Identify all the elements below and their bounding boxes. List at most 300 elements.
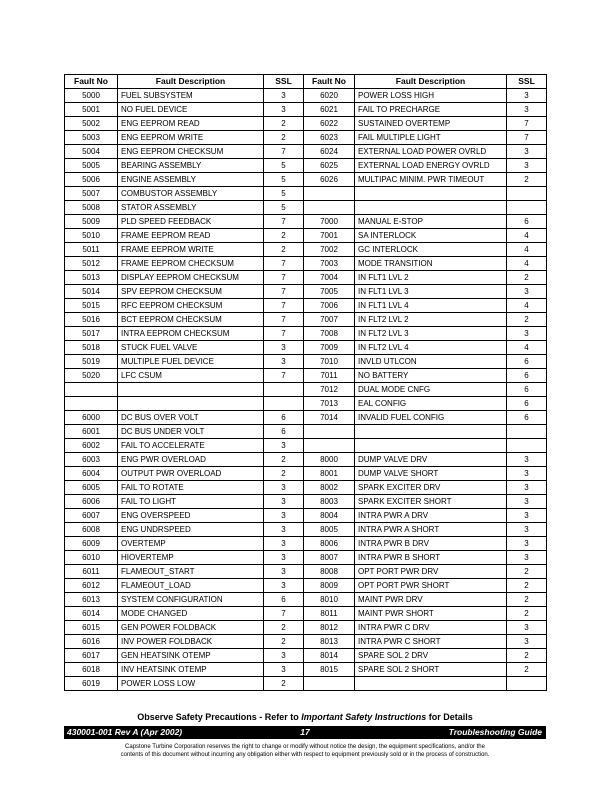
ssl-cell: 3 [507,285,547,299]
fault-description-cell: POWER LOSS HIGH [355,89,507,103]
ssl-cell: 4 [507,299,547,313]
fault-description-cell: SPARE SOL 2 SHORT [355,663,507,677]
fault-number-cell: 7009 [304,341,355,355]
ssl-cell [264,383,304,397]
fault-number-cell: 6002 [65,439,118,453]
fault-number-cell: 6018 [65,663,118,677]
ssl-cell: 3 [264,341,304,355]
fault-number-cell: 5014 [65,285,118,299]
fault-number-cell: 6013 [65,593,118,607]
fault-number-cell: 5011 [65,243,118,257]
fault-number-cell: 8001 [304,467,355,481]
fault-number-cell: 5000 [65,89,118,103]
page-number: 17 [300,727,310,737]
fault-description-cell: HIOVERTEMP [118,551,264,565]
table-row [65,313,547,327]
fault-number-cell: 7005 [304,285,355,299]
table-row [65,103,547,117]
table-row [65,117,547,131]
table-row [65,173,547,187]
fault-number-cell: 6011 [65,565,118,579]
safety-warning-prefix: Observe Safety Precautions - Refer to [137,712,302,722]
fault-description-cell: OPT PORT PWR DRV [355,565,507,579]
header-fault-description: Fault Description [118,75,264,89]
table-row [65,369,547,383]
fault-description-cell: INTRA PWR A SHORT [355,523,507,537]
fault-number-cell: 8013 [304,635,355,649]
fault-description-cell: DC BUS OVER VOLT [118,411,264,425]
fault-number-cell: 7000 [304,215,355,229]
ssl-cell: 5 [264,173,304,187]
table-row [65,481,547,495]
fault-number-cell: 5001 [65,103,118,117]
table-row [65,565,547,579]
ssl-cell: 6 [507,411,547,425]
ssl-cell [507,425,547,439]
fault-number-cell: 6017 [65,649,118,663]
header-fault-no: Fault No [65,75,118,89]
fault-number-cell: 6021 [304,103,355,117]
ssl-cell: 2 [507,173,547,187]
table-row [65,145,547,159]
fault-number-cell: 5008 [65,201,118,215]
fault-number-cell: 5018 [65,341,118,355]
table-row [65,593,547,607]
ssl-cell: 2 [264,453,304,467]
fault-number-cell: 5005 [65,159,118,173]
table-row [65,243,547,257]
table-row [65,425,547,439]
ssl-cell: 4 [507,257,547,271]
fault-number-cell: 6008 [65,523,118,537]
fault-description-cell: SPARE SOL 2 DRV [355,649,507,663]
fault-description-cell: POWER LOSS LOW [118,677,264,691]
ssl-cell: 7 [264,145,304,159]
fault-description-cell: DC BUS UNDER VOLT [118,425,264,439]
ssl-cell: 3 [264,565,304,579]
fault-number-cell: 7013 [304,397,355,411]
ssl-cell: 4 [507,229,547,243]
fault-number-cell [65,383,118,397]
fault-number-cell: 6014 [65,607,118,621]
fault-number-cell: 6022 [304,117,355,131]
fault-description-cell: MANUAL E-STOP [355,215,507,229]
fault-number-cell: 7004 [304,271,355,285]
fault-description-cell: FRAME EEPROM CHECKSUM [118,257,264,271]
fault-description-cell: DISPLAY EEPROM CHECKSUM [118,271,264,285]
table-row [65,229,547,243]
fault-number-cell: 5020 [65,369,118,383]
fault-number-cell: 5003 [65,131,118,145]
fault-number-cell: 6005 [65,481,118,495]
fault-description-cell: INV HEATSINK OTEMP [118,663,264,677]
fault-number-cell: 7006 [304,299,355,313]
document-number: 430001-001 Rev A (Apr 2002) [67,727,183,737]
ssl-cell: 3 [264,537,304,551]
table-row [65,89,547,103]
fault-description-cell: INVALID FUEL CONFIG [355,411,507,425]
ssl-cell: 3 [507,327,547,341]
table-row [65,215,547,229]
fault-description-cell: SYSTEM CONFIGURATION [118,593,264,607]
ssl-cell: 7 [507,131,547,145]
fault-description-cell: ENG UNDRSPEED [118,523,264,537]
fault-description-cell [118,383,264,397]
ssl-cell: 2 [264,131,304,145]
fault-description-cell [355,677,507,691]
ssl-cell: 6 [507,383,547,397]
fault-description-cell: GEN HEATSINK OTEMP [118,649,264,663]
table-row [65,607,547,621]
fault-number-cell: 7010 [304,355,355,369]
fault-description-cell: FLAMEOUT_START [118,565,264,579]
fault-description-cell: SPARK EXCITER DRV [355,481,507,495]
fault-number-cell [304,677,355,691]
fault-description-cell: INTRA PWR C DRV [355,621,507,635]
fault-number-cell: 7007 [304,313,355,327]
fault-number-cell: 7014 [304,411,355,425]
fault-description-cell: ENG OVERSPEED [118,509,264,523]
table-row [65,299,547,313]
fault-number-cell: 5015 [65,299,118,313]
table-row [65,201,547,215]
ssl-cell: 3 [264,509,304,523]
fault-description-cell: MODE CHANGED [118,607,264,621]
ssl-cell: 3 [264,481,304,495]
fault-description-cell: IN FLT1 LVL 3 [355,285,507,299]
fault-description-cell: ENG PWR OVERLOAD [118,453,264,467]
fault-number-cell [304,201,355,215]
ssl-cell: 3 [507,467,547,481]
fault-number-cell: 6012 [65,579,118,593]
fault-description-cell: FAIL TO PRECHARGE [355,103,507,117]
fault-number-cell: 5006 [65,173,118,187]
table-row [65,551,547,565]
fault-number-cell: 6025 [304,159,355,173]
ssl-cell: 7 [264,257,304,271]
fault-description-cell: DUAL MODE CNFG [355,383,507,397]
ssl-cell [264,397,304,411]
fault-description-cell: IN FLT2 LVL 4 [355,341,507,355]
ssl-cell: 2 [264,243,304,257]
fault-number-cell: 8011 [304,607,355,621]
fault-number-cell: 6026 [304,173,355,187]
table-row [65,439,547,453]
fault-description-cell: EXTERNAL LOAD POWER OVRLD [355,145,507,159]
fault-number-cell: 7008 [304,327,355,341]
table-row [65,453,547,467]
fault-description-cell: INV POWER FOLDBACK [118,635,264,649]
fault-number-cell: 8015 [304,663,355,677]
table-row [65,257,547,271]
ssl-cell: 3 [507,481,547,495]
fault-number-cell: 7011 [304,369,355,383]
ssl-cell: 2 [507,649,547,663]
ssl-cell: 7 [264,285,304,299]
fault-number-cell: 6007 [65,509,118,523]
ssl-cell: 3 [264,663,304,677]
table-row [65,397,547,411]
ssl-cell: 5 [264,201,304,215]
fault-number-cell: 5009 [65,215,118,229]
ssl-cell: 6 [507,397,547,411]
table-row [65,495,547,509]
fault-number-cell: 6001 [65,425,118,439]
ssl-cell: 6 [507,355,547,369]
fault-description-cell: STATOR ASSEMBLY [118,201,264,215]
fault-number-cell: 8007 [304,551,355,565]
fault-number-cell: 6004 [65,467,118,481]
fault-description-cell: IN FLT2 LVL 2 [355,313,507,327]
fault-description-cell: NO FUEL DEVICE [118,103,264,117]
fault-number-cell: 5010 [65,229,118,243]
fault-description-cell: STUCK FUEL VALVE [118,341,264,355]
ssl-cell: 2 [507,579,547,593]
ssl-cell [507,187,547,201]
table-row [65,509,547,523]
fault-number-cell: 6020 [304,89,355,103]
fault-description-cell: DUMP VALVE SHORT [355,467,507,481]
fault-number-cell: 8006 [304,537,355,551]
fault-description-cell: SPV EEPROM CHECKSUM [118,285,264,299]
table-row [65,677,547,691]
fault-number-cell [304,425,355,439]
ssl-cell: 2 [264,677,304,691]
fault-description-cell: ENG EEPROM WRITE [118,131,264,145]
disclaimer-line: Capstone Turbine Corporation reserves the right to change or modify without notice the design, the equipment specifications, and/or the [125,744,485,750]
fault-number-cell: 5013 [65,271,118,285]
fault-description-cell: MULTIPAC MINIM. PWR TIMEOUT [355,173,507,187]
fault-number-cell: 6015 [65,621,118,635]
ssl-cell: 3 [507,551,547,565]
fault-description-cell: INVLD UTLCON [355,355,507,369]
table-row [65,131,547,145]
table-row [65,537,547,551]
fault-code-table [64,74,547,691]
fault-number-cell [65,397,118,411]
fault-number-cell: 8000 [304,453,355,467]
fault-description-cell: LFC CSUM [118,369,264,383]
fault-description-cell: BEARING ASSEMBLY [118,159,264,173]
fault-description-cell: EXTERNAL LOAD ENERGY OVRLD [355,159,507,173]
fault-number-cell: 8010 [304,593,355,607]
fault-description-cell: FAIL TO LIGHT [118,495,264,509]
ssl-cell: 3 [507,635,547,649]
fault-number-cell: 6000 [65,411,118,425]
ssl-cell: 5 [264,187,304,201]
fault-description-cell: MAINT PWR DRV [355,593,507,607]
ssl-cell: 2 [264,229,304,243]
fault-description-cell: DUMP VALVE DRV [355,453,507,467]
ssl-cell: 3 [264,103,304,117]
ssl-cell: 3 [264,439,304,453]
fault-number-cell: 5012 [65,257,118,271]
fault-description-cell [355,439,507,453]
ssl-cell: 3 [264,551,304,565]
header-fault-description: Fault Description [355,75,507,89]
fault-number-cell [304,439,355,453]
table-row [65,383,547,397]
table-row [65,649,547,663]
fault-number-cell: 5017 [65,327,118,341]
ssl-cell: 3 [507,509,547,523]
ssl-cell: 6 [264,593,304,607]
fault-description-cell: OPT PORT PWR SHORT [355,579,507,593]
table-header-row [65,75,547,89]
table-row [65,159,547,173]
fault-description-cell: MULTIPLE FUEL DEVICE [118,355,264,369]
ssl-cell: 7 [264,271,304,285]
fault-description-cell: SA INTERLOCK [355,229,507,243]
fault-description-cell: PLD SPEED FEEDBACK [118,215,264,229]
fault-number-cell: 8008 [304,565,355,579]
ssl-cell: 2 [507,607,547,621]
header-fault-no: Fault No [304,75,355,89]
fault-number-cell: 5007 [65,187,118,201]
table-row [65,187,547,201]
table-row [65,355,547,369]
ssl-cell: 3 [264,355,304,369]
fault-description-cell: COMBUSTOR ASSEMBLY [118,187,264,201]
fault-number-cell: 5002 [65,117,118,131]
fault-description-cell: FAIL TO ROTATE [118,481,264,495]
ssl-cell: 2 [264,467,304,481]
ssl-cell: 6 [507,369,547,383]
table-row [65,635,547,649]
ssl-cell: 3 [264,89,304,103]
fault-description-cell: INTRA PWR B DRV [355,537,507,551]
fault-number-cell: 8014 [304,649,355,663]
fault-description-cell: OUTPUT PWR OVERLOAD [118,467,264,481]
ssl-cell: 7 [264,369,304,383]
table-row [65,579,547,593]
ssl-cell: 7 [507,117,547,131]
disclaimer-line: contents of this document without incurring any obligation either with respect to equipment previously sold or in the process of construction. [120,752,490,758]
safety-warning-reference: Important Safety Instructions [301,712,427,722]
fault-number-cell: 5004 [65,145,118,159]
fault-description-cell: RFC EEPROM CHECKSUM [118,299,264,313]
fault-number-cell: 5016 [65,313,118,327]
ssl-cell: 6 [264,425,304,439]
ssl-cell: 2 [507,663,547,677]
fault-description-cell: ENGINE ASSEMBLY [118,173,264,187]
table-row [65,467,547,481]
ssl-cell: 3 [507,495,547,509]
fault-description-cell: ENG EEPROM CHECKSUM [118,145,264,159]
ssl-cell: 4 [507,341,547,355]
ssl-cell: 7 [264,299,304,313]
fault-description-cell: MAINT PWR SHORT [355,607,507,621]
table-row [65,327,547,341]
table-row [65,663,547,677]
ssl-cell: 3 [264,523,304,537]
ssl-cell: 5 [264,159,304,173]
safety-warning-suffix: for Details [426,712,473,722]
fault-description-cell: INTRA PWR C SHORT [355,635,507,649]
table-row [65,285,547,299]
table-row [65,271,547,285]
fault-description-cell: INTRA PWR B SHORT [355,551,507,565]
ssl-cell [507,677,547,691]
ssl-cell: 3 [507,621,547,635]
fault-number-cell: 8002 [304,481,355,495]
fault-description-cell [355,187,507,201]
ssl-cell: 3 [264,579,304,593]
table-row [65,523,547,537]
safety-warning [64,712,546,722]
ssl-cell: 7 [264,607,304,621]
fault-number-cell: 8004 [304,509,355,523]
table-row [65,341,547,355]
fault-number-cell: 8012 [304,621,355,635]
ssl-cell: 3 [507,159,547,173]
guide-title: Troubleshooting Guide [448,727,542,737]
fault-description-cell: NO BATTERY [355,369,507,383]
fault-description-cell: ENG EEPROM READ [118,117,264,131]
fault-description-cell: GEN POWER FOLDBACK [118,621,264,635]
fault-description-cell: IN FLT1 LVL 4 [355,299,507,313]
disclaimer [64,743,546,759]
fault-number-cell: 8003 [304,495,355,509]
fault-number-cell: 6006 [65,495,118,509]
fault-description-cell: FAIL MULTIPLE LIGHT [355,131,507,145]
fault-description-cell: FAIL TO ACCELERATE [118,439,264,453]
ssl-cell [507,201,547,215]
fault-number-cell: 6019 [65,677,118,691]
fault-number-cell: 6003 [65,453,118,467]
ssl-cell: 2 [264,621,304,635]
fault-number-cell: 6024 [304,145,355,159]
ssl-cell: 2 [507,593,547,607]
ssl-cell: 3 [507,103,547,117]
ssl-cell [507,439,547,453]
fault-number-cell: 5019 [65,355,118,369]
fault-description-cell [355,425,507,439]
ssl-cell: 7 [264,327,304,341]
ssl-cell: 4 [507,243,547,257]
fault-description-cell: FLAMEOUT_LOAD [118,579,264,593]
ssl-cell: 3 [507,89,547,103]
ssl-cell: 3 [507,145,547,159]
footer-bar [64,726,546,739]
fault-description-cell: SUSTAINED OVERTEMP [355,117,507,131]
fault-description-cell: IN FLT1 LVL 2 [355,271,507,285]
ssl-cell: 3 [264,495,304,509]
ssl-cell: 2 [264,117,304,131]
fault-description-cell: FUEL SUBSYSTEM [118,89,264,103]
ssl-cell: 6 [264,411,304,425]
fault-description-cell: OVERTEMP [118,537,264,551]
table-row [65,411,547,425]
fault-description-cell [118,397,264,411]
fault-number-cell: 6016 [65,635,118,649]
fault-description-cell: INTRA EEPROM CHECKSUM [118,327,264,341]
fault-number-cell: 8009 [304,579,355,593]
fault-description-cell [355,201,507,215]
fault-description-cell: INTRA PWR A DRV [355,509,507,523]
fault-number-cell: 6023 [304,131,355,145]
fault-description-cell: SPARK EXCITER SHORT [355,495,507,509]
fault-description-cell: FRAME EEPROM WRITE [118,243,264,257]
fault-number-cell: 6010 [65,551,118,565]
ssl-cell: 7 [264,313,304,327]
table-row [65,621,547,635]
fault-description-cell: BCT EEPROM CHECKSUM [118,313,264,327]
fault-description-cell: FRAME EEPROM READ [118,229,264,243]
fault-description-cell: GC INTERLOCK [355,243,507,257]
ssl-cell: 2 [507,271,547,285]
ssl-cell: 6 [507,215,547,229]
